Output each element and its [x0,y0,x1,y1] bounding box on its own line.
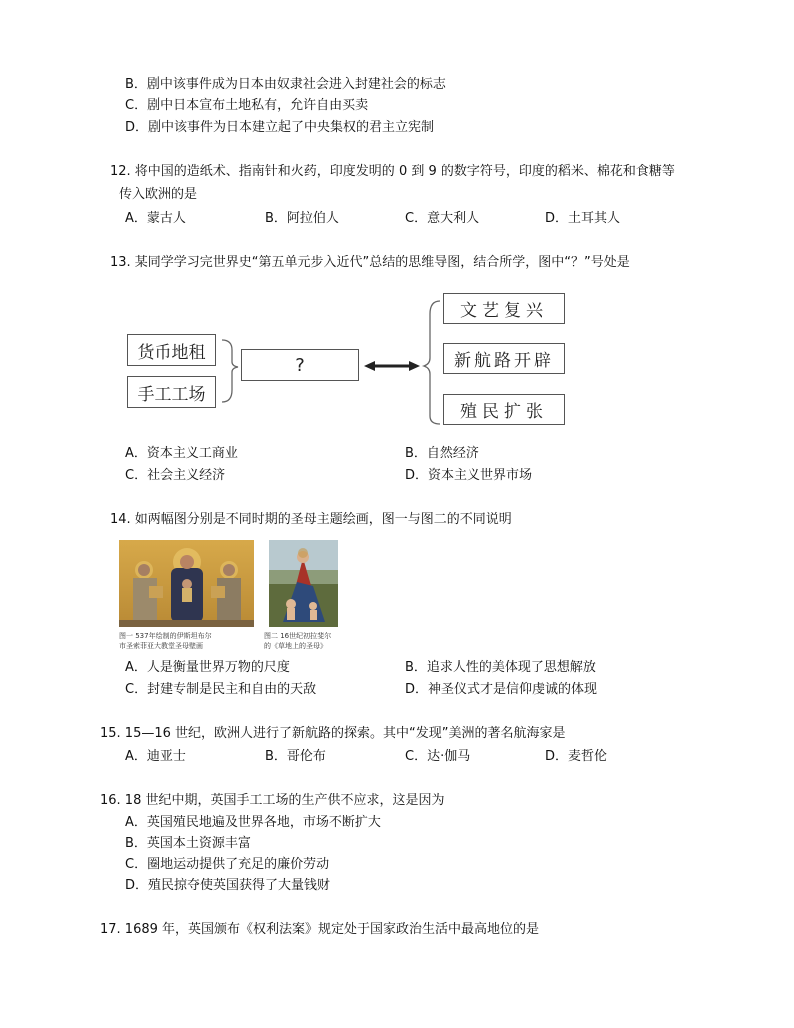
q17-stem: 17. 1689 年，英国颁布《权利法案》规定处于国家政治生活中最高地位的是 [100,922,540,937]
q16-stem: 16. 18 世纪中期，英国手工工场的生产供不应求，这是因为 [100,793,445,808]
left-brace [222,340,238,402]
q12-option-c: C．意大利人 [405,211,480,226]
q16-option-d: D．殖民掠夺使英国获得了大量钱财 [125,878,331,893]
mind-map-right-2: 新航路开辟 [443,343,565,374]
mind-map-left-1: 货币地租 [127,334,216,366]
q14-option-a: A．人是衡量世界万物的尺度 [125,660,290,675]
q12-option-b: B．阿拉伯人 [265,211,339,226]
fig1-caption-line2: 市圣索菲亚大教堂圣母壁画 [119,642,203,650]
q15-option-c: C．达·伽马 [405,749,471,764]
q12-stem-line1: 12. 将中国的造纸术、指南针和火药，印度发明的 0 到 9 的数字符号，印度的稻米、棉花和食糖等 [110,164,675,179]
q15-option-b: B．哥伦布 [265,749,326,764]
fig1-caption-line1: 图一 537年绘制的伊斯坦布尔 [119,632,212,640]
fig2-caption-line2: 的《草地上的圣母》 [264,642,327,650]
arrow-head-left [364,361,375,371]
q12-stem-line2: 传入欧洲的是 [119,187,198,202]
q16-option-b: B．英国本土资源丰富 [125,836,251,851]
byzantine-madonna-mosaic [119,540,254,627]
mind-map-left-2: 手工工场 [127,376,216,408]
mind-map-right-1: 文艺复兴 [443,293,565,324]
q13-stem: 13. 某同学学习完世界史“第五单元步入近代”总结的思维导图，结合所学，图中“？”号处是 [110,255,630,270]
arrow-head-right [409,361,420,371]
q14-option-c: C．封建专制是民主和自由的天敌 [125,682,317,697]
q14-stem: 14. 如两幅图分别是不同时期的圣母主题绘画，图一与图二的不同说明 [110,512,512,527]
q15-option-d: D．麦哲伦 [545,749,608,764]
q12-option-a: A．蒙古人 [125,211,186,226]
mind-map-center-unknown: ? [241,349,359,381]
fig2-caption-line1: 图二 16世纪初拉斐尔 [264,632,332,640]
q12-option-d: D．土耳其人 [545,211,621,226]
q13-option-a: A．资本主义工商业 [125,446,238,461]
q16-option-a: A．英国殖民地遍及世界各地，市场不断扩大 [125,815,381,830]
q11-option-c: C．剧中日本宣布土地私有，允许自由买卖 [125,98,369,113]
q14-option-b: B．追求人性的美体现了思想解放 [405,660,596,675]
q11-option-b: B．剧中该事件成为日本由奴隶社会进入封建社会的标志 [125,77,446,92]
q14-option-d: D．神圣仪式才是信仰虔诚的体现 [405,682,598,697]
raphael-madonna-meadow [269,540,338,627]
q11-option-d: D．剧中该事件为日本建立起了中央集权的君主立宪制 [125,120,435,135]
q16-option-c: C．圈地运动提供了充足的廉价劳动 [125,857,330,872]
q13-option-d: D．资本主义世界市场 [405,468,533,483]
right-brace [424,301,440,424]
q15-option-a: A．迪亚士 [125,749,186,764]
q13-option-c: C．社会主义经济 [125,468,226,483]
q13-option-b: B．自然经济 [405,446,479,461]
mind-map-right-3: 殖民扩张 [443,394,565,425]
q15-stem: 15. 15—16 世纪，欧洲人进行了新航路的探索。其中“发现”美洲的著名航海家是 [100,726,566,741]
